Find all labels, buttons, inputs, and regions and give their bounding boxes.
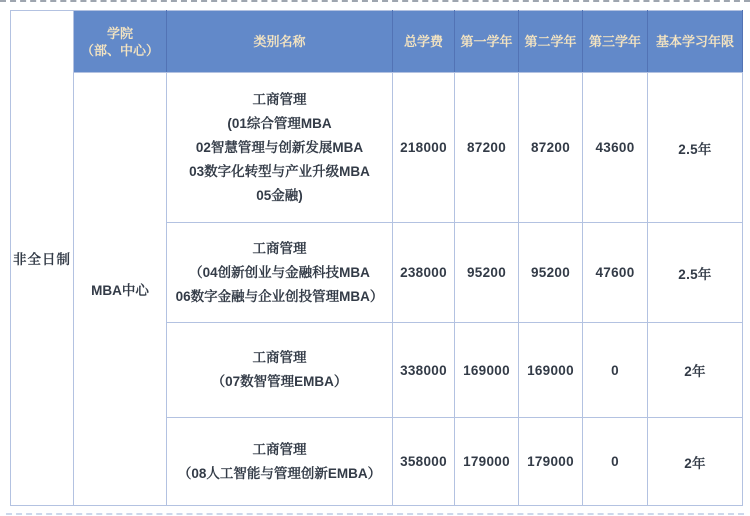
category-cell-row4 [167,418,393,506]
category-cell-row1 [167,73,393,223]
header-year3: 第三学年 [583,11,648,73]
category-line: (01综合管理MBA [227,115,332,131]
year2-cell: 95200 [519,223,583,323]
category-line: （07数智管理EMBA） [211,374,348,389]
total-fee-cell: 238000 [393,223,455,323]
total-fee-cell: 218000 [393,73,455,223]
header-category: 类别名称 [167,11,393,73]
tuition-fee-table [10,10,743,506]
year1-cell: 179000 [455,418,519,506]
center-cell: MBA中心 [74,73,167,506]
category-line: 工商管理 [252,441,307,457]
header-year2: 第二学年 [519,11,583,73]
year2-cell: 169000 [519,323,583,418]
category-line: 02智慧管理与创新发展MBA [195,139,364,155]
year2-cell: 179000 [519,418,583,506]
category-line: 03数字化转型与产业升级MBA [189,163,370,179]
year3-cell: 47600 [583,223,648,323]
category-cell-row3 [167,323,393,418]
category-line: （08人工智能与管理创新EMBA） [177,465,382,481]
header-total-fee: 总学费 [393,11,455,73]
total-fee-cell: 358000 [393,418,455,506]
year1-cell: 169000 [455,323,519,418]
duration-cell: 2.5年 [648,223,743,323]
year1-cell: 95200 [455,223,519,323]
duration-cell: 2年 [648,418,743,506]
category-cell-row2 [167,223,393,323]
category-line: 工商管理 [252,240,307,256]
header-college-line2: （部、中心） [80,42,159,58]
category-line: （04创新创业与金融科技MBA [189,264,370,280]
table-row [11,73,743,223]
header-year1: 第一学年 [455,11,519,73]
header-duration: 基本学习年限 [648,11,743,73]
year3-cell: 43600 [583,73,648,223]
year1-cell: 87200 [455,73,519,223]
year2-cell: 87200 [519,73,583,223]
category-line: 工商管理 [252,91,307,107]
category-line: 06数字金融与企业创投管理MBA） [175,288,384,304]
category-line: 工商管理 [252,350,307,365]
total-fee-cell: 338000 [393,323,455,418]
year3-cell: 0 [583,418,648,506]
mode-cell: 非全日制 [11,11,74,506]
bottom-crop-divider [6,513,744,515]
header-college-line1: 学院 [106,25,133,41]
year3-cell: 0 [583,323,648,418]
header-college [74,11,167,73]
table-header-row [11,11,743,73]
duration-cell: 2.5年 [648,73,743,223]
duration-cell: 2年 [648,323,743,418]
category-line: 05金融) [256,187,303,203]
top-crop-divider [0,0,750,2]
